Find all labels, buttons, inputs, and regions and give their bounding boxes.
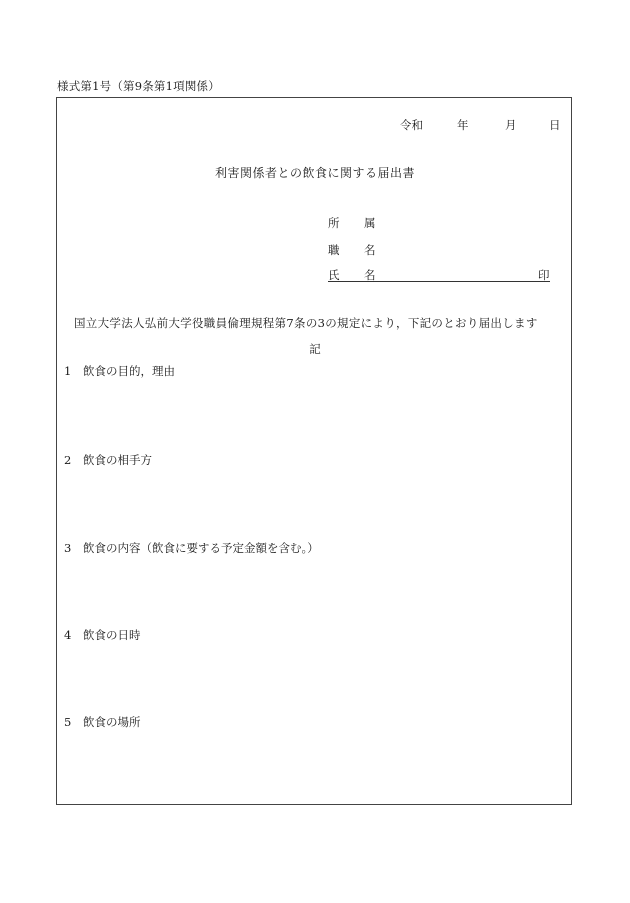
affiliation-label-2: 属 <box>364 216 376 230</box>
item-label: 飲食の目的，理由 <box>83 364 175 378</box>
date-year-unit: 年 <box>457 118 469 132</box>
item-label: 飲食の場所 <box>83 715 141 729</box>
seal-mark: 印 <box>538 268 550 282</box>
item-number: 1 <box>64 364 72 378</box>
item-label: 飲食の日時 <box>83 628 141 642</box>
date-era: 令和 <box>400 118 423 132</box>
position-label-2: 名 <box>364 243 376 257</box>
statement-text: 国立大学法人弘前大学役職員倫理規程第7条の3の規定により，下記のとおり届出します <box>74 316 538 330</box>
name-label-1: 氏 <box>328 268 340 282</box>
document-title: 利害関係者との飲食に関する届出書 <box>214 166 415 180</box>
item-purpose <box>64 363 175 379</box>
name-underline <box>328 281 550 282</box>
item-place <box>64 714 141 730</box>
item-number: 2 <box>64 453 72 467</box>
ki-heading: 記 <box>309 342 321 356</box>
date-month-unit: 月 <box>505 118 517 132</box>
item-datetime <box>64 627 141 643</box>
name-label-2: 名 <box>364 268 376 282</box>
item-number: 5 <box>64 715 72 729</box>
item-number: 4 <box>64 628 72 642</box>
position-label-1: 職 <box>328 243 340 257</box>
form-frame <box>56 97 572 805</box>
affiliation-label-1: 所 <box>328 216 340 230</box>
item-content <box>64 540 319 556</box>
date-day-unit: 日 <box>549 118 561 132</box>
form-number: 様式第1号（第9条第1項関係） <box>57 79 220 93</box>
item-number: 3 <box>64 541 72 555</box>
item-label: 飲食の内容（飲食に要する予定金額を含む。） <box>83 541 319 555</box>
item-counterparty <box>64 452 152 468</box>
item-label: 飲食の相手方 <box>83 453 152 467</box>
